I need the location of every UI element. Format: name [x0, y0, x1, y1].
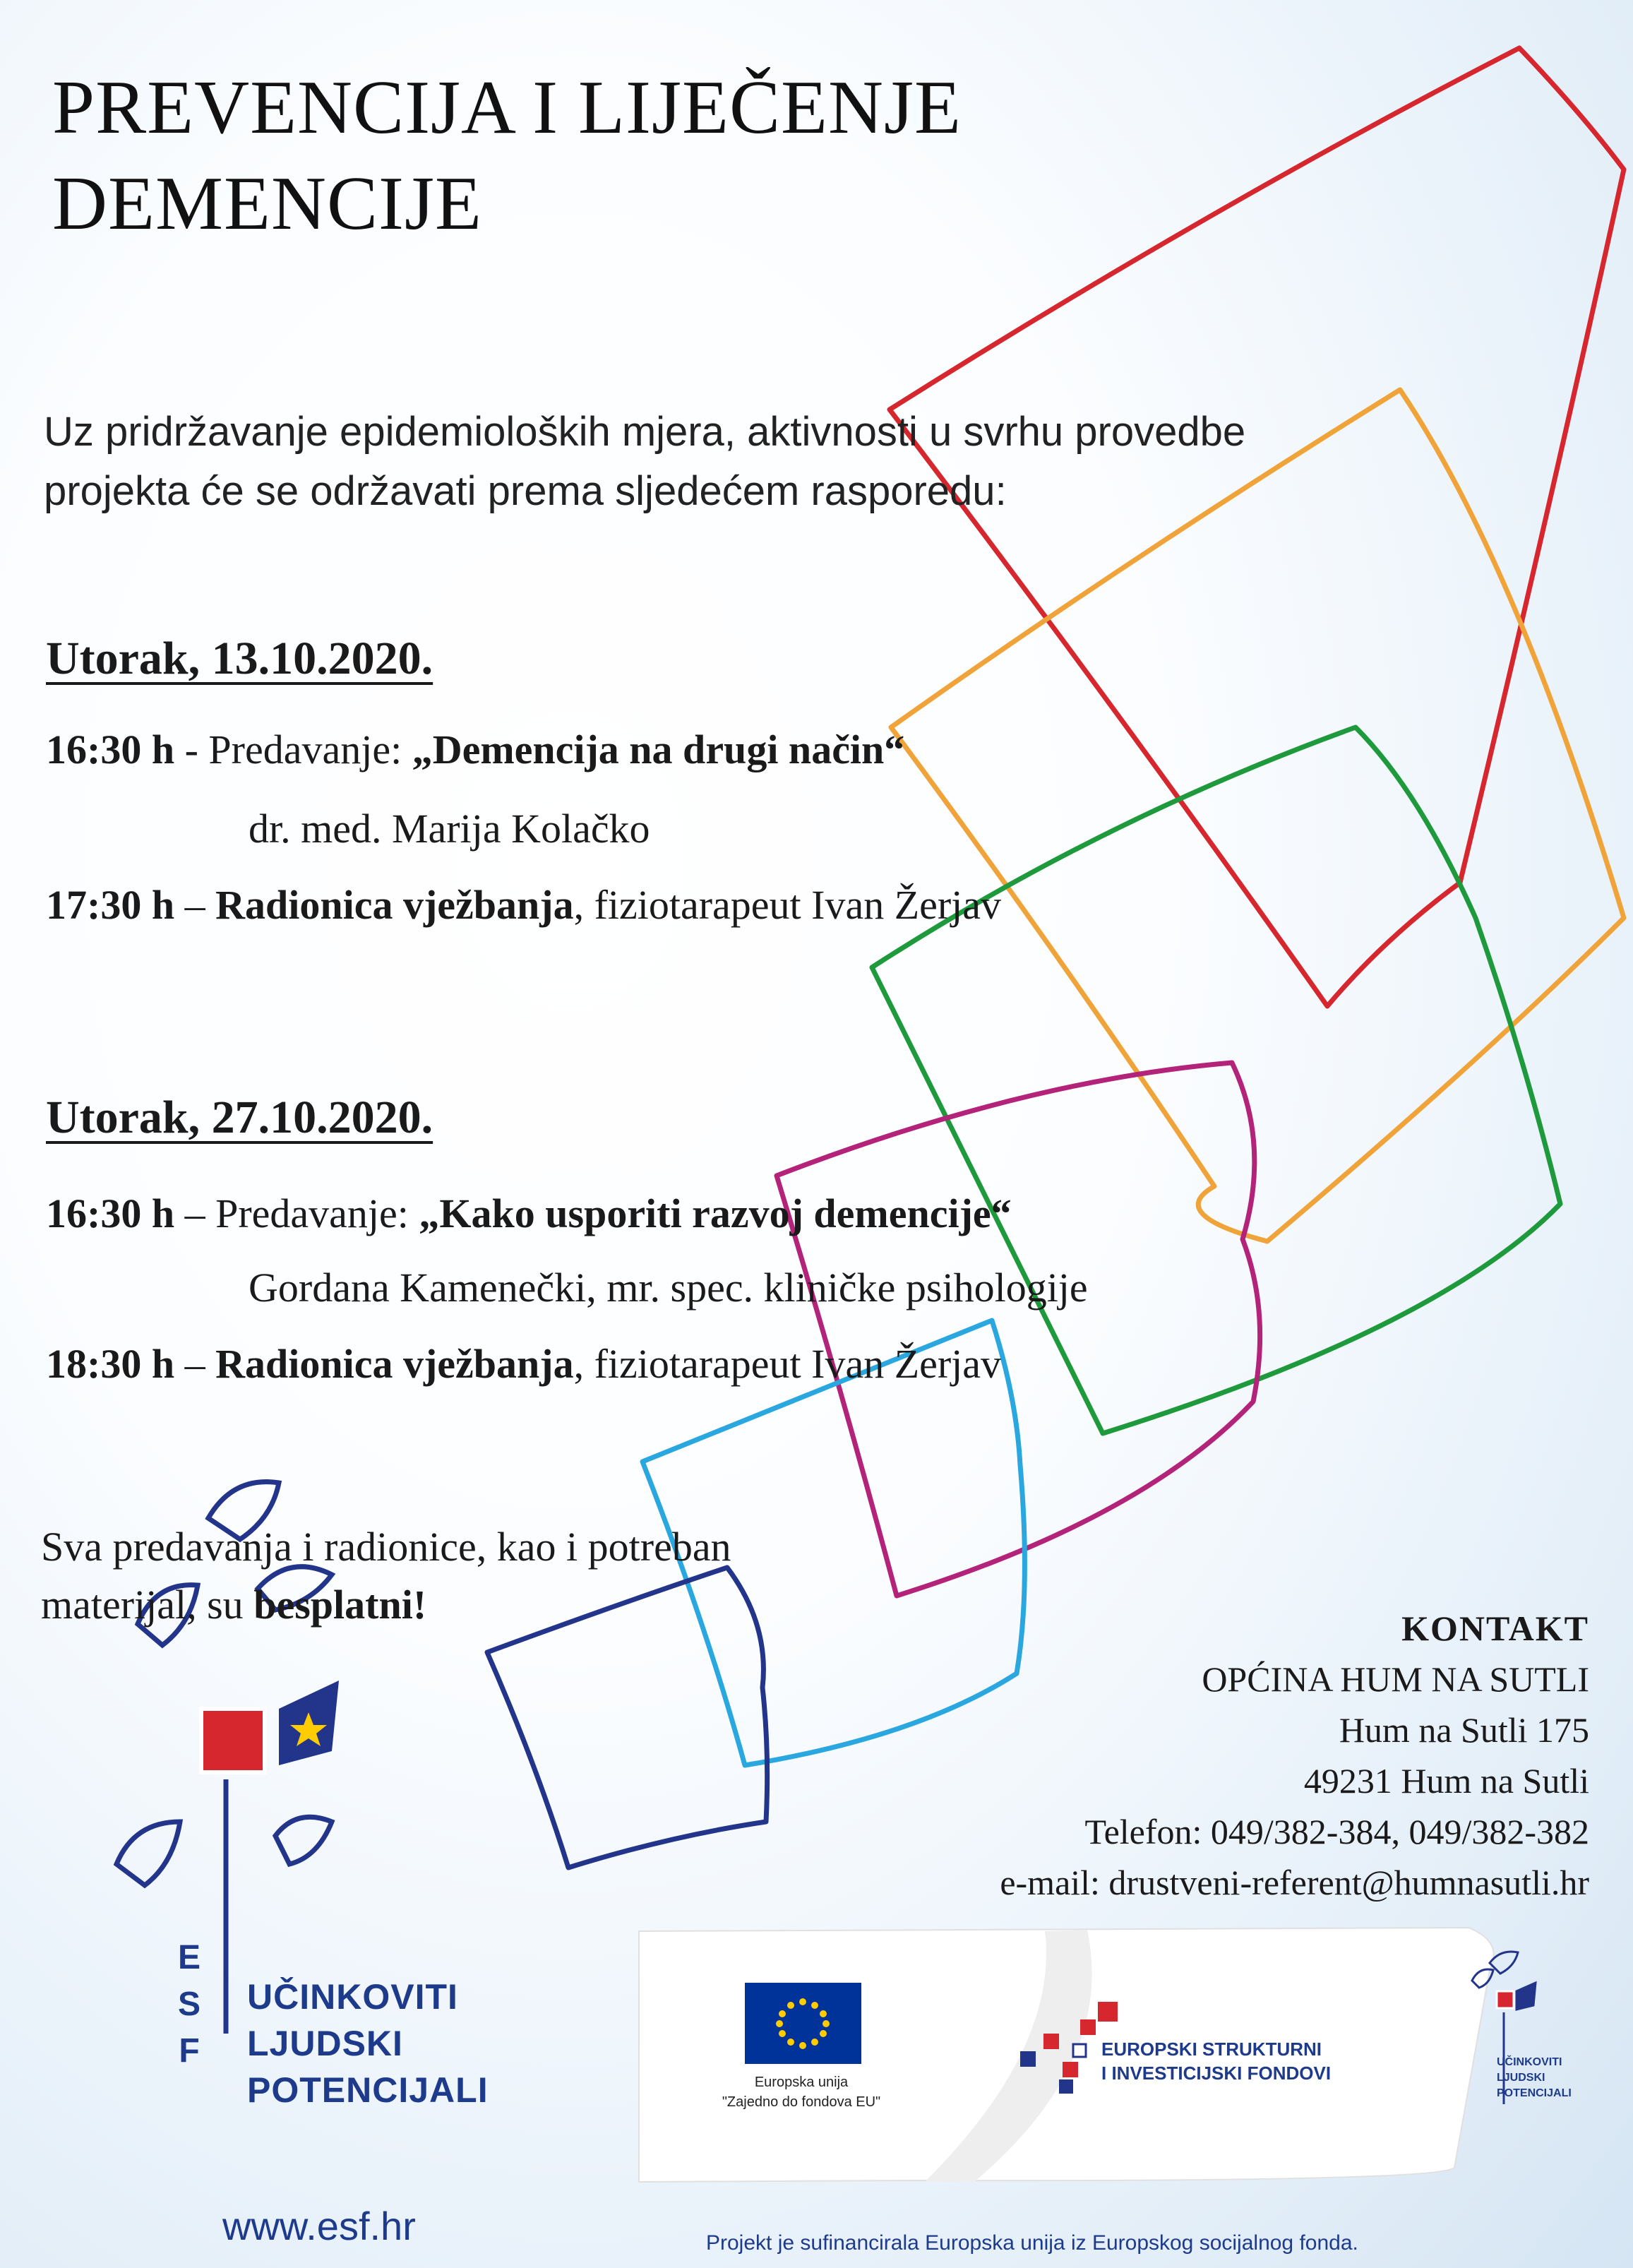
esif-text: [1101, 2037, 1331, 2085]
closing-line-2: [41, 1576, 731, 1634]
intro-line-2: projekta će se održavati prema sljedećem rasporedu:: [44, 468, 1007, 514]
esif-line-1: EUROPSKI STRUKTURNI: [1101, 2039, 1322, 2060]
item-title: Radionica vježbanja: [215, 882, 574, 928]
intro-paragraph: [44, 402, 1245, 521]
schedule-day-2-heading: Utorak, 27.10.2020.: [46, 1092, 433, 1143]
footer-band-graphic: [639, 1928, 1536, 2182]
website-link[interactable]: www.esf.hr: [222, 2204, 416, 2248]
item-separator: –: [174, 1190, 216, 1236]
item-type: Predavanje:: [215, 1190, 419, 1236]
item-type: Predavanje:: [208, 727, 412, 772]
schedule-day-1-item-1: [46, 726, 904, 773]
item-title: „Demencija na drugi način“: [412, 727, 905, 772]
item-time: 18:30 h: [46, 1341, 175, 1387]
item-time: 17:30 h: [46, 882, 175, 928]
eu-caption-line-1: Europska unija: [754, 2075, 849, 2090]
pinwheel-petal-icon: [116, 1822, 180, 1885]
item-separator: –: [174, 1341, 216, 1387]
item-separator: –: [174, 882, 216, 928]
eu-caption-line-2: "Zajedno do fondova EU": [722, 2094, 881, 2110]
eu-flag-icon: [745, 1983, 861, 2064]
closing-note: [41, 1518, 731, 1634]
funding-note: Projekt je sufinancirala Europska unija iz Europskog socijalnog fonda.: [706, 2231, 1358, 2255]
item-title: „Kako usporiti razvoj demencije“: [419, 1190, 1012, 1236]
contact-email[interactable]: e-mail: drustveni-referent@humnasutli.hr: [1000, 1863, 1589, 1902]
esf-small-line-1: UČINKOVITI: [1497, 2056, 1562, 2068]
contact-block: [1000, 1603, 1589, 1908]
contact-city: 49231 Hum na Sutli: [1303, 1761, 1589, 1801]
closing-emphasis: besplatni!: [253, 1582, 427, 1628]
eu-caption: [688, 2072, 914, 2112]
pinwheel-petal-icon: [275, 1817, 332, 1864]
schedule-day-2-item-1: [46, 1190, 1012, 1237]
schedule-day-2-lecturer: Gordana Kamenečki, mr. spec. kliničke psihologije: [249, 1265, 1088, 1311]
contact-org: OPĆINA HUM NA SUTLI: [1202, 1659, 1589, 1699]
esf-line-1: UČINKOVITI: [247, 1977, 458, 2017]
item-separator: -: [174, 727, 209, 772]
item-time: 16:30 h: [46, 1190, 175, 1236]
esf-logo-text: [247, 1974, 489, 2113]
contact-heading: KONTAKT: [1401, 1609, 1589, 1648]
closing-line-1: Sva predavanja i radionice, kao i potreban: [41, 1524, 731, 1570]
title-line-2: DEMENCIJE: [52, 162, 482, 246]
schedule-day-2-item-2: [46, 1340, 1001, 1387]
esf-letter-e: E: [178, 1939, 201, 1976]
esf-letters: [178, 1935, 201, 2075]
schedule-day-1-heading: Utorak, 13.10.2020.: [46, 633, 433, 684]
intro-line-1: Uz pridržavanje epidemioloških mjera, aktivnosti u svrhu provedbe: [44, 409, 1246, 455]
schedule-day-1-lecturer: dr. med. Marija Kolačko: [249, 806, 650, 852]
esf-small-text: [1497, 2055, 1572, 2101]
item-rest: , fiziotarapeut Ivan Žerjav: [573, 1341, 1002, 1387]
contact-address: Hum na Sutli 175: [1339, 1710, 1589, 1750]
esf-line-2: LJUDSKI: [247, 2024, 403, 2063]
contact-phone: Telefon: 049/382-384, 049/382-382: [1084, 1812, 1589, 1851]
item-time: 16:30 h: [46, 727, 175, 772]
closing-line-2-prefix: materijal, su: [41, 1582, 254, 1628]
esf-letter-f: F: [179, 2032, 200, 2070]
poster-title: [52, 60, 962, 252]
esf-letter-s: S: [178, 1986, 201, 2023]
item-title: Radionica vježbanja: [215, 1341, 574, 1387]
item-rest: , fiziotarapeut Ivan Žerjav: [573, 882, 1002, 928]
schedule-day-1-item-2: [46, 881, 1001, 929]
title-line-1: PREVENCIJA I LIJEČENJE: [52, 66, 962, 150]
esf-small-line-2: LJUDSKI: [1497, 2072, 1545, 2084]
esf-small-line-3: POTENCIJALI: [1497, 2087, 1572, 2099]
pinwheel-red-square-icon: [201, 1709, 265, 1772]
red-square-outline: [890, 48, 1624, 1006]
esf-line-3: POTENCIJALI: [247, 2070, 489, 2110]
esif-line-2: I INVESTICIJSKI FONDOVI: [1101, 2063, 1332, 2084]
